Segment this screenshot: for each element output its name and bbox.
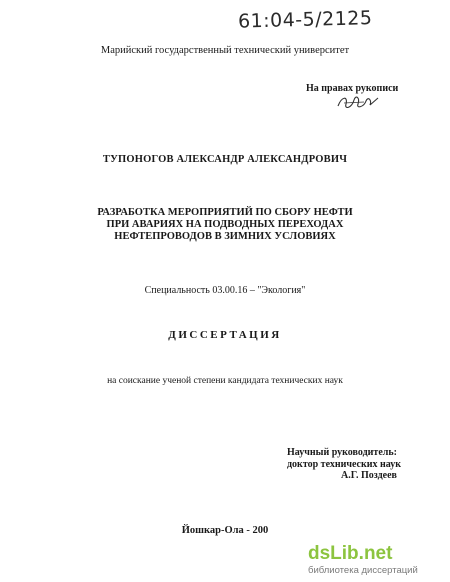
document-type: ДИССЕРТАЦИЯ: [168, 329, 282, 341]
supervisor-label: Научный руководитель:: [287, 447, 397, 458]
city-year: Йошкар-Ола - 200: [181, 525, 269, 536]
watermark[interactable]: [308, 544, 438, 576]
university-name: Марийский государственный технический университет: [100, 45, 350, 56]
title-line: НЕФТЕПРОВОДОВ В ЗИМНИХ УСЛОВИЯХ: [114, 231, 336, 242]
author-name: ТУПОНОГОВ АЛЕКСАНДР АЛЕКСАНДРОВИЧ: [102, 154, 348, 165]
specialty: Специальность 03.00.16 – "Экология": [144, 285, 306, 296]
handwritten-archive-number: 61:04-5/2125: [237, 7, 373, 33]
watermark-subtitle: библиотека диссертаций: [308, 565, 418, 576]
supervisor-name: А.Г. Поздеев: [341, 470, 397, 481]
rights-label: На правах рукописи: [306, 83, 399, 94]
degree-sought: на соискание ученой степени кандидата технических наук: [107, 376, 343, 386]
dissertation-title: [0, 207, 450, 243]
signature-icon: [334, 92, 384, 112]
title-line: РАЗРАБОТКА МЕРОПРИЯТИЙ ПО СБОРУ НЕФТИ: [97, 207, 353, 218]
watermark-logo[interactable]: dsLib.net: [308, 543, 393, 564]
supervisor-block: [287, 447, 401, 482]
supervisor-title: доктор технических наук: [287, 458, 402, 470]
title-line: ПРИ АВАРИЯХ НА ПОДВОДНЫХ ПЕРЕХОДАХ: [106, 219, 344, 230]
